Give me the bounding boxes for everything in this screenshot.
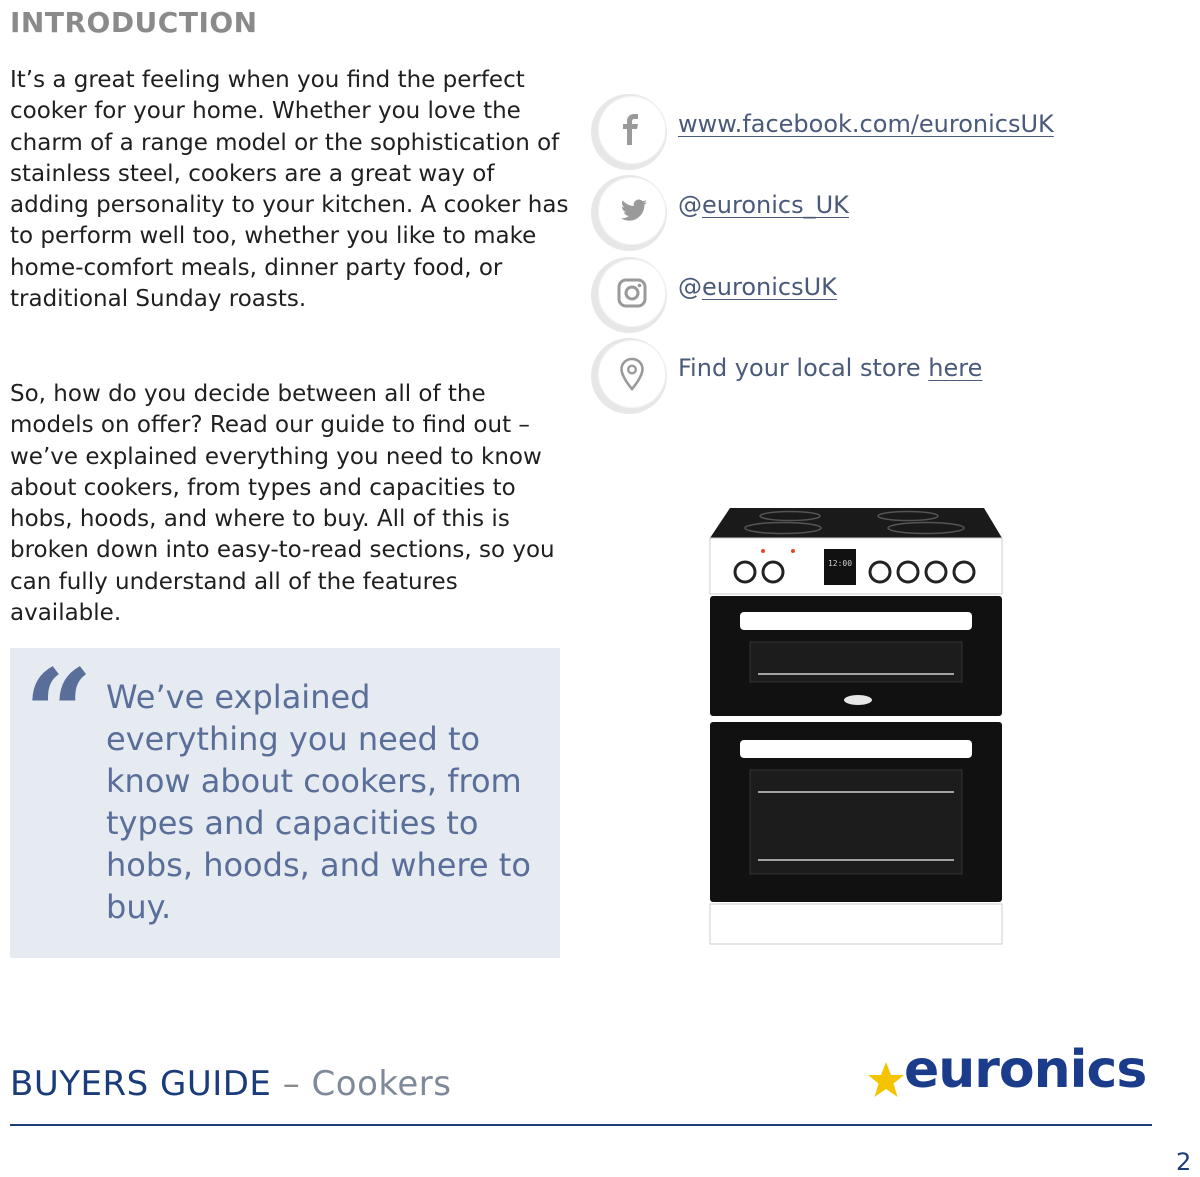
store-finder-label: Find your local store <box>678 354 929 382</box>
control-knob <box>954 562 974 582</box>
control-knob <box>898 562 918 582</box>
indicator-light-right <box>791 549 795 553</box>
pull-quote <box>10 643 560 958</box>
euronics-logo <box>866 1040 1156 1106</box>
brand-badge <box>844 695 872 705</box>
page-number: 2 <box>1176 1148 1192 1176</box>
control-knob <box>763 562 783 582</box>
clock-time: 12:00 <box>827 559 853 568</box>
footer-title-sub: Cookers <box>311 1064 452 1104</box>
star-icon <box>866 1060 906 1100</box>
pull-quote-text: We’ve explained everything you need to know about cookers, from types and capacities to hobs, hoods, and where to buy. <box>106 678 531 926</box>
control-knob <box>926 562 946 582</box>
store-row[interactable] <box>598 340 1158 410</box>
top-oven-handle <box>740 612 972 630</box>
main-oven-handle <box>740 740 972 758</box>
store-finder-link[interactable]: here <box>928 354 983 382</box>
top-oven-window <box>750 642 962 682</box>
instagram-row[interactable] <box>598 259 1158 329</box>
twitter-at-sign: @ <box>678 191 702 219</box>
footer-title <box>10 1064 451 1104</box>
footer-title-separator: – <box>271 1064 312 1104</box>
instagram-icon[interactable] <box>598 259 666 327</box>
twitter-icon[interactable] <box>598 177 666 245</box>
store-finder-text <box>678 354 982 382</box>
location-pin-icon[interactable] <box>598 340 666 408</box>
instagram-handle[interactable] <box>678 273 837 301</box>
footer-rule <box>10 1124 1152 1126</box>
quote-mark-icon: “ <box>24 643 94 784</box>
footer-title-main: BUYERS GUIDE <box>10 1064 272 1104</box>
storage-drawer <box>710 904 1002 944</box>
logo-wordmark: euronics <box>904 1040 1147 1100</box>
facebook-icon[interactable] <box>598 96 666 164</box>
instagram-handle-link[interactable]: euronicsUK <box>702 273 837 301</box>
control-knob <box>870 562 890 582</box>
cooker-image <box>708 504 1004 946</box>
twitter-row[interactable] <box>598 177 1158 247</box>
intro-paragraph-2: So, how do you decide between all of the models on offer? Read our guide to find out – we’ve explained everything you need to know about cookers, from types and capacities to hobs, hoods, and where to buy. All of this is broken down into easy-to-read sections, so you can fully understand all of the features available. <box>10 381 555 627</box>
facebook-row[interactable] <box>598 96 1158 166</box>
intro-paragraph-1: It’s a great feeling when you find the perfect cooker for your home. Whether you love the charm of a range model or the sophistication of stainless steel, cookers are a great way of adding personality to your kitchen. A cooker has to perform well too, whether you like to make home-comfort meals, dinner party food, or traditional Sunday roasts. <box>10 67 569 313</box>
facebook-link[interactable]: www.facebook.com/euronicsUK <box>678 110 1054 138</box>
cooker-hob <box>710 508 1002 538</box>
twitter-handle[interactable] <box>678 191 849 219</box>
intro-heading: INTRODUCTION <box>10 6 258 39</box>
twitter-handle-link[interactable]: euronics_UK <box>702 191 849 219</box>
control-knob <box>735 562 755 582</box>
indicator-light-left <box>761 549 765 553</box>
main-oven-window <box>750 770 962 874</box>
instagram-at-sign: @ <box>678 273 702 301</box>
